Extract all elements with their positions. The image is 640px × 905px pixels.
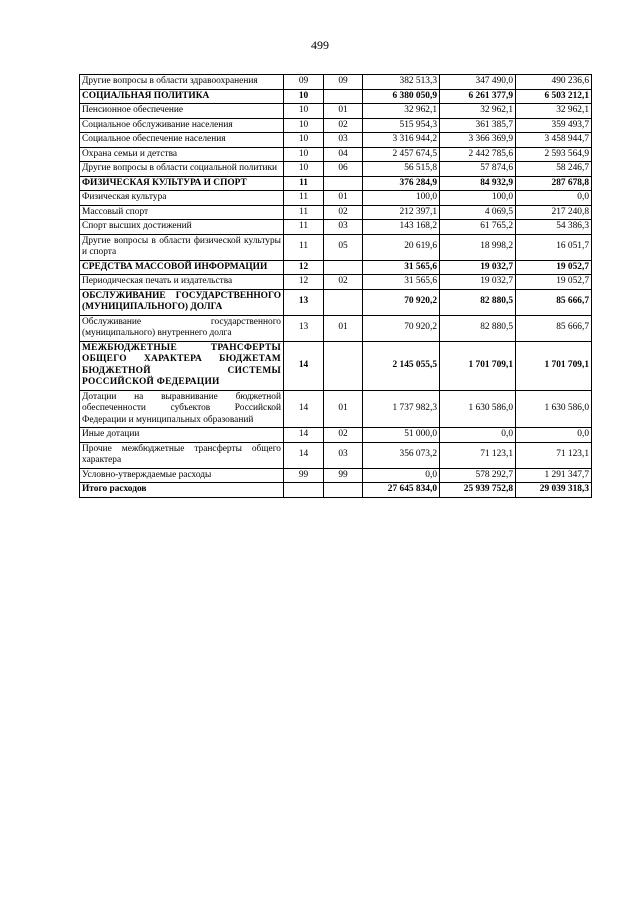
amount-year3-cell: 3 458 944,7 (516, 133, 592, 148)
amount-year1-cell: 0,0 (363, 468, 440, 483)
row-name-cell: Другие вопросы в области здравоохранения (80, 75, 284, 90)
table-body (80, 75, 592, 498)
row-name-cell: Охрана семьи и детства (80, 147, 284, 162)
subsection-code-cell: 02 (324, 205, 363, 220)
amount-year1-cell: 32 962,1 (363, 104, 440, 119)
table-row (80, 483, 592, 498)
row-name-cell: Периодическая печать и издательства (80, 275, 284, 290)
amount-year3-cell: 2 593 564,9 (516, 147, 592, 162)
row-name-cell: ФИЗИЧЕСКАЯ КУЛЬТУРА И СПОРТ (80, 176, 284, 191)
subsection-code-cell: 02 (324, 118, 363, 133)
table-row (80, 147, 592, 162)
subsection-code-cell: 02 (324, 275, 363, 290)
section-code-cell: 13 (284, 289, 324, 315)
amount-year1-cell: 70 920,2 (363, 289, 440, 315)
amount-year2-cell: 25 939 752,8 (440, 483, 516, 498)
amount-year2-cell: 1 630 586,0 (440, 390, 516, 428)
subsection-code-cell (324, 260, 363, 275)
amount-year1-cell: 56 515,8 (363, 162, 440, 177)
table-row (80, 220, 592, 235)
amount-year1-cell: 143 168,2 (363, 220, 440, 235)
amount-year2-cell: 578 292,7 (440, 468, 516, 483)
table-row (80, 442, 592, 468)
amount-year1-cell: 2 457 674,5 (363, 147, 440, 162)
subsection-code-cell: 03 (324, 133, 363, 148)
row-name-cell: Итого расходов (80, 483, 284, 498)
amount-year2-cell: 2 442 785,6 (440, 147, 516, 162)
row-name-cell: СОЦИАЛЬНАЯ ПОЛИТИКА (80, 89, 284, 104)
table-row (80, 118, 592, 133)
amount-year2-cell: 4 069,5 (440, 205, 516, 220)
amount-year2-cell: 84 932,9 (440, 176, 516, 191)
amount-year2-cell: 1 701 709,1 (440, 341, 516, 390)
subsection-code-cell: 05 (324, 234, 363, 260)
subsection-code-cell: 06 (324, 162, 363, 177)
row-name-cell: Физическая культура (80, 191, 284, 206)
row-name-cell: СРЕДСТВА МАССОВОЙ ИНФОРМАЦИИ (80, 260, 284, 275)
amount-year1-cell: 356 073,2 (363, 442, 440, 468)
row-name-cell: Пенсионное обеспечение (80, 104, 284, 119)
subsection-code-cell: 03 (324, 220, 363, 235)
amount-year3-cell: 32 962,1 (516, 104, 592, 119)
row-name-cell: Другие вопросы в области физической культуры и спорта (80, 234, 284, 260)
amount-year2-cell: 0,0 (440, 428, 516, 443)
subsection-code-cell: 04 (324, 147, 363, 162)
table-row (80, 89, 592, 104)
subsection-code-cell: 01 (324, 390, 363, 428)
table-row (80, 104, 592, 119)
row-name-cell: Массовый спорт (80, 205, 284, 220)
amount-year1-cell: 27 645 834,0 (363, 483, 440, 498)
amount-year3-cell: 359 493,7 (516, 118, 592, 133)
amount-year1-cell: 20 619,6 (363, 234, 440, 260)
section-code-cell: 14 (284, 428, 324, 443)
section-code-cell: 12 (284, 275, 324, 290)
amount-year2-cell: 3 366 369,9 (440, 133, 516, 148)
section-code-cell: 10 (284, 118, 324, 133)
section-code-cell: 11 (284, 234, 324, 260)
table-row (80, 162, 592, 177)
section-code-cell: 10 (284, 133, 324, 148)
amount-year1-cell: 376 284,9 (363, 176, 440, 191)
section-code-cell (284, 483, 324, 498)
amount-year3-cell: 85 666,7 (516, 289, 592, 315)
row-name-cell: Другие вопросы в области социальной политики (80, 162, 284, 177)
amount-year3-cell: 29 039 318,3 (516, 483, 592, 498)
amount-year2-cell: 100,0 (440, 191, 516, 206)
section-code-cell: 14 (284, 341, 324, 390)
amount-year1-cell: 2 145 055,5 (363, 341, 440, 390)
amount-year1-cell: 6 380 050,9 (363, 89, 440, 104)
table-row (80, 176, 592, 191)
row-name-cell: Социальное обеспечение населения (80, 133, 284, 148)
table-row (80, 289, 592, 315)
table-row (80, 75, 592, 90)
amount-year2-cell: 32 962,1 (440, 104, 516, 119)
amount-year2-cell: 57 874,6 (440, 162, 516, 177)
amount-year2-cell: 82 880,5 (440, 289, 516, 315)
amount-year3-cell: 490 236,6 (516, 75, 592, 90)
section-code-cell: 10 (284, 104, 324, 119)
subsection-code-cell: 01 (324, 104, 363, 119)
amount-year2-cell: 361 385,7 (440, 118, 516, 133)
subsection-code-cell: 01 (324, 315, 363, 341)
table-row (80, 341, 592, 390)
amount-year1-cell: 70 920,2 (363, 315, 440, 341)
amount-year3-cell: 0,0 (516, 428, 592, 443)
amount-year1-cell: 1 737 982,3 (363, 390, 440, 428)
row-name-cell: Иные дотации (80, 428, 284, 443)
amount-year1-cell: 31 565,6 (363, 275, 440, 290)
amount-year1-cell: 31 565,6 (363, 260, 440, 275)
expenditure-table (79, 74, 592, 498)
amount-year2-cell: 82 880,5 (440, 315, 516, 341)
table-row (80, 260, 592, 275)
subsection-code-cell: 03 (324, 442, 363, 468)
section-code-cell: 11 (284, 176, 324, 191)
page-number: 499 (311, 38, 329, 52)
table-row (80, 275, 592, 290)
table-row (80, 191, 592, 206)
subsection-code-cell: 02 (324, 428, 363, 443)
row-name-cell: Прочие межбюджетные трансферты общего характера (80, 442, 284, 468)
amount-year2-cell: 6 261 377,9 (440, 89, 516, 104)
amount-year3-cell: 6 503 212,1 (516, 89, 592, 104)
amount-year3-cell: 217 240,8 (516, 205, 592, 220)
row-name-cell: ОБСЛУЖИВАНИЕ ГОСУДАРСТВЕННОГО (МУНИЦИПАЛЬНОГО) ДОЛГА (80, 289, 284, 315)
amount-year3-cell: 16 051,7 (516, 234, 592, 260)
subsection-code-cell (324, 483, 363, 498)
amount-year3-cell: 1 701 709,1 (516, 341, 592, 390)
amount-year1-cell: 3 316 944,2 (363, 133, 440, 148)
subsection-code-cell (324, 176, 363, 191)
section-code-cell: 11 (284, 220, 324, 235)
section-code-cell: 99 (284, 468, 324, 483)
amount-year3-cell: 54 386,3 (516, 220, 592, 235)
table-row (80, 205, 592, 220)
row-name-cell: Обслуживание государственного (муниципального) внутреннего долга (80, 315, 284, 341)
table-row (80, 390, 592, 428)
row-name-cell: Спорт высших достижений (80, 220, 284, 235)
section-code-cell: 11 (284, 205, 324, 220)
table-row (80, 428, 592, 443)
subsection-code-cell: 01 (324, 191, 363, 206)
row-name-cell: Условно-утверждаемые расходы (80, 468, 284, 483)
subsection-code-cell (324, 341, 363, 390)
section-code-cell: 11 (284, 191, 324, 206)
amount-year2-cell: 61 765,2 (440, 220, 516, 235)
subsection-code-cell (324, 89, 363, 104)
amount-year2-cell: 71 123,1 (440, 442, 516, 468)
section-code-cell: 13 (284, 315, 324, 341)
amount-year3-cell: 19 052,7 (516, 275, 592, 290)
subsection-code-cell (324, 289, 363, 315)
amount-year3-cell: 1 630 586,0 (516, 390, 592, 428)
table-row (80, 133, 592, 148)
section-code-cell: 10 (284, 89, 324, 104)
amount-year1-cell: 212 397,1 (363, 205, 440, 220)
section-code-cell: 10 (284, 147, 324, 162)
table-row (80, 315, 592, 341)
amount-year3-cell: 85 666,7 (516, 315, 592, 341)
amount-year1-cell: 515 954,3 (363, 118, 440, 133)
table-row (80, 468, 592, 483)
amount-year3-cell: 71 123,1 (516, 442, 592, 468)
amount-year2-cell: 347 490,0 (440, 75, 516, 90)
row-name-cell: Дотации на выравнивание бюджетной обеспеченности субъектов Российской Федерации и муниципальных образований (80, 390, 284, 428)
row-name-cell: Социальное обслуживание населения (80, 118, 284, 133)
amount-year2-cell: 19 032,7 (440, 260, 516, 275)
amount-year3-cell: 0,0 (516, 191, 592, 206)
amount-year3-cell: 1 291 347,7 (516, 468, 592, 483)
section-code-cell: 14 (284, 442, 324, 468)
section-code-cell: 14 (284, 390, 324, 428)
amount-year2-cell: 18 998,2 (440, 234, 516, 260)
amount-year3-cell: 287 678,8 (516, 176, 592, 191)
subsection-code-cell: 09 (324, 75, 363, 90)
amount-year3-cell: 58 246,7 (516, 162, 592, 177)
amount-year2-cell: 19 032,7 (440, 275, 516, 290)
amount-year3-cell: 19 052,7 (516, 260, 592, 275)
subsection-code-cell: 99 (324, 468, 363, 483)
table-row (80, 234, 592, 260)
section-code-cell: 10 (284, 162, 324, 177)
amount-year1-cell: 100,0 (363, 191, 440, 206)
amount-year1-cell: 51 000,0 (363, 428, 440, 443)
row-name-cell: МЕЖБЮДЖЕТНЫЕ ТРАНСФЕРТЫ ОБЩЕГО ХАРАКТЕРА БЮДЖЕТАМ БЮДЖЕТНОЙ СИСТЕМЫ РОССИЙСКОЙ ФЕДЕРАЦИИ (80, 341, 284, 390)
section-code-cell: 09 (284, 75, 324, 90)
amount-year1-cell: 382 513,3 (363, 75, 440, 90)
section-code-cell: 12 (284, 260, 324, 275)
